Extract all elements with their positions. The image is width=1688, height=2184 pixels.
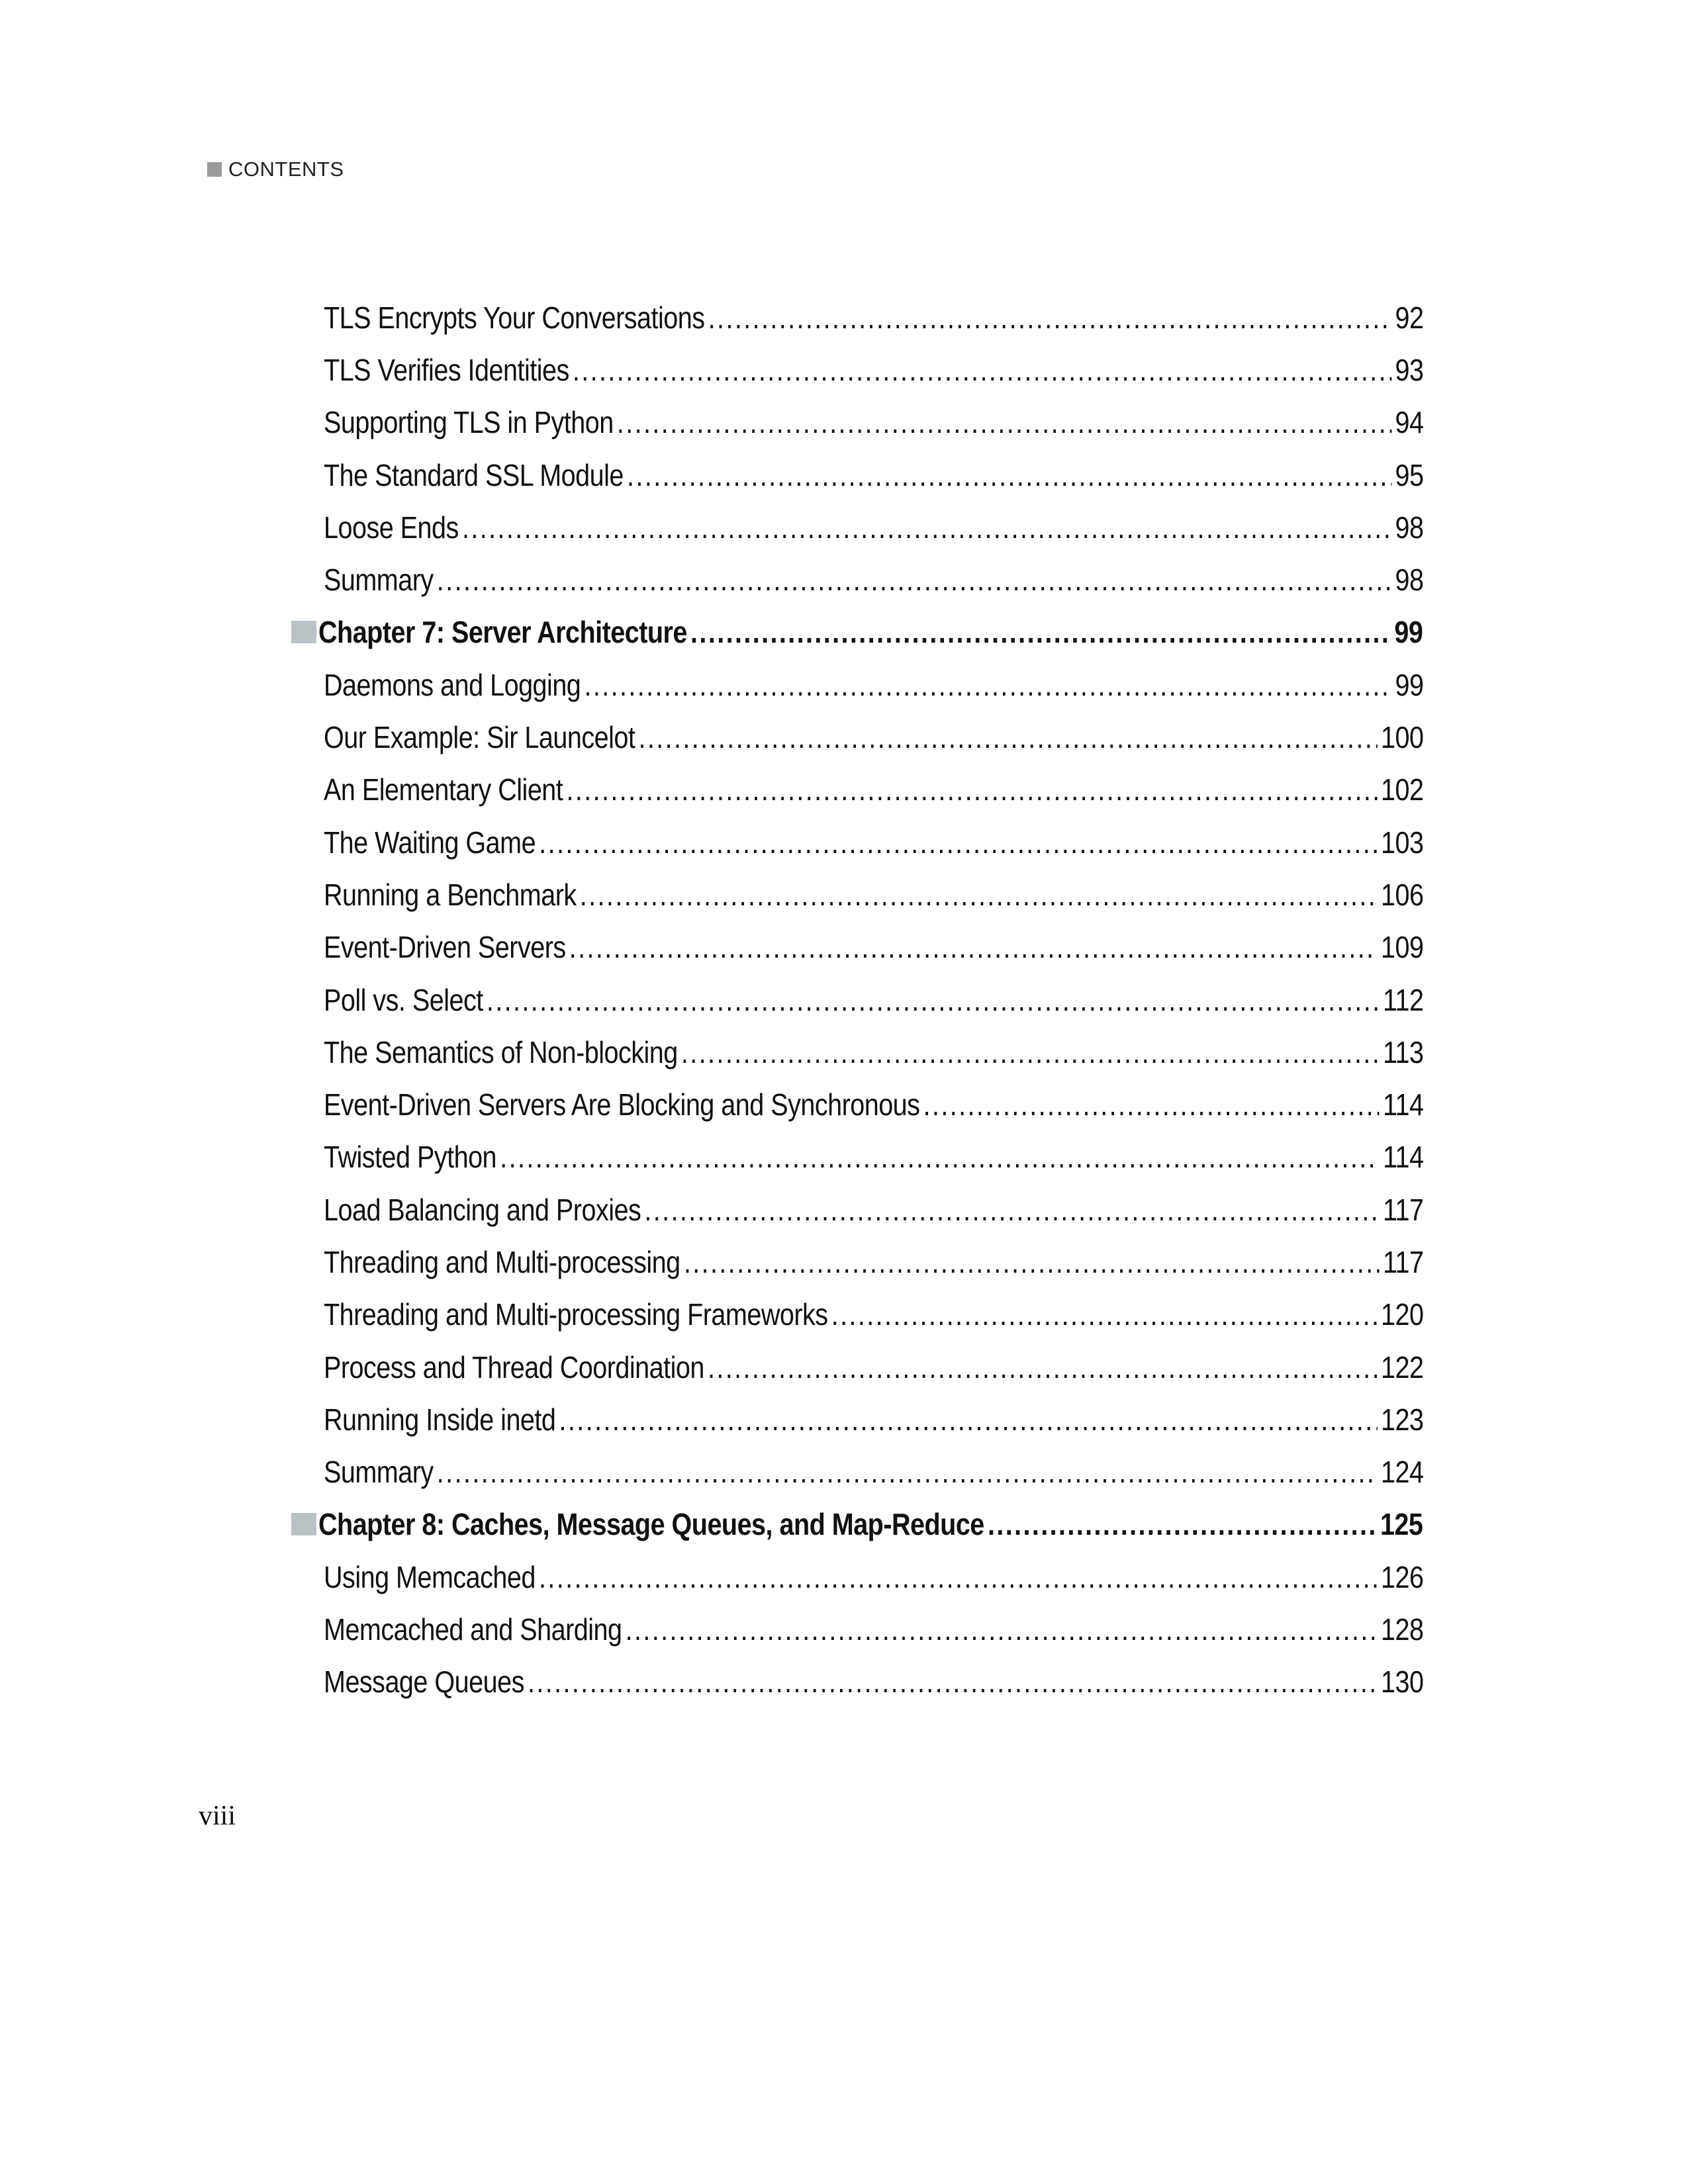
toc-entry-title: Summary xyxy=(324,563,434,598)
toc-row[interactable] xyxy=(0,659,1688,711)
dot-leader xyxy=(566,772,1377,807)
dot-leader xyxy=(559,1402,1378,1437)
toc-row[interactable] xyxy=(0,974,1688,1026)
toc-entry xyxy=(324,1612,1424,1647)
dot-leader xyxy=(539,1559,1378,1595)
toc-row[interactable] xyxy=(0,396,1688,449)
toc-row[interactable] xyxy=(0,1289,1688,1341)
toc-row[interactable] xyxy=(0,1603,1688,1655)
toc-entry-page: 120 xyxy=(1381,1297,1424,1332)
toc-entry xyxy=(324,877,1424,913)
toc-row[interactable] xyxy=(0,1078,1688,1130)
toc-entry xyxy=(324,404,1424,440)
toc-entry xyxy=(324,825,1424,860)
toc-entry-page: 99 xyxy=(1395,667,1424,702)
toc-row[interactable] xyxy=(0,291,1688,343)
toc-entry xyxy=(324,510,1424,545)
toc-entry xyxy=(324,457,1424,493)
toc-entry-page: 117 xyxy=(1382,1192,1424,1227)
toc-row[interactable] xyxy=(0,1551,1688,1603)
dot-leader xyxy=(627,457,1391,493)
toc-entry-title: Our Example: Sir Launcelot xyxy=(324,720,635,755)
toc-entry-title: Using Memcached xyxy=(324,1559,536,1594)
toc-entry-page: 94 xyxy=(1395,405,1424,440)
toc-row[interactable] xyxy=(0,1656,1688,1708)
toc-row[interactable] xyxy=(0,1026,1688,1078)
toc-entry-title: The Waiting Game xyxy=(324,825,536,860)
toc-row[interactable] xyxy=(0,553,1688,606)
toc-entry-title: Event-Driven Servers Are Blocking and Synchronous xyxy=(324,1087,920,1122)
dot-leader xyxy=(690,614,1391,650)
toc-entry-page: 113 xyxy=(1382,1034,1424,1069)
toc-entry xyxy=(324,300,1424,336)
dot-leader xyxy=(638,719,1377,755)
toc-entry-page: 130 xyxy=(1381,1664,1424,1700)
toc-entry xyxy=(324,1349,1424,1385)
dot-leader xyxy=(487,982,1380,1018)
chapter-marker-icon xyxy=(291,621,316,643)
dot-leader xyxy=(988,1506,1377,1542)
toc-entry xyxy=(324,1087,1424,1122)
toc-entry-page: 124 xyxy=(1381,1455,1424,1490)
dot-leader xyxy=(539,825,1378,860)
toc-entry-page: 100 xyxy=(1381,720,1424,755)
toc-entry-page: 98 xyxy=(1395,510,1424,545)
toc-entry xyxy=(318,1506,1423,1542)
toc-entry-title: Twisted Python xyxy=(324,1140,497,1175)
toc-row[interactable] xyxy=(0,868,1688,921)
toc-entry xyxy=(324,1034,1424,1070)
toc-entry-title: Message Queues xyxy=(324,1664,524,1700)
toc-entry xyxy=(324,352,1424,388)
toc-entry xyxy=(324,719,1424,755)
toc-entry-page: 125 xyxy=(1380,1507,1423,1542)
dot-leader xyxy=(708,1349,1378,1385)
dot-leader xyxy=(569,929,1378,965)
toc-entry-title: The Standard SSL Module xyxy=(324,457,624,492)
toc-entry xyxy=(324,562,1424,598)
toc-entry xyxy=(324,982,1424,1018)
toc-entry-page: 126 xyxy=(1381,1559,1424,1594)
dot-leader xyxy=(617,404,1391,440)
toc-entry-page: 93 xyxy=(1395,352,1424,387)
toc-entry-page: 99 xyxy=(1394,615,1423,650)
toc-row[interactable] xyxy=(0,1393,1688,1445)
toc-entry xyxy=(324,1402,1424,1437)
toc-entry-page: 92 xyxy=(1395,300,1424,335)
toc-entry-title: Running Inside inetd xyxy=(324,1402,556,1437)
toc-entry xyxy=(324,1559,1424,1595)
toc-entry-page: 128 xyxy=(1381,1612,1424,1647)
dot-leader xyxy=(708,300,1392,336)
toc-row[interactable] xyxy=(0,711,1688,763)
toc-entry-title: Loose Ends xyxy=(324,510,459,545)
toc-entry-title: Threading and Multi-processing xyxy=(324,1244,680,1279)
toc-entry xyxy=(324,1192,1424,1228)
toc-chapter-row[interactable] xyxy=(0,1498,1688,1551)
toc-row[interactable] xyxy=(0,1236,1688,1288)
toc-entry-title: Daemons and Logging xyxy=(324,667,581,702)
toc-entry-page: 103 xyxy=(1381,825,1424,860)
toc-entry xyxy=(324,1454,1424,1490)
toc-row[interactable] xyxy=(0,343,1688,396)
toc-entry-title: Event-Driven Servers xyxy=(324,930,566,965)
dot-leader xyxy=(573,352,1391,388)
dot-leader xyxy=(437,562,1392,598)
dot-leader xyxy=(684,1244,1380,1280)
toc-entry-title: TLS Encrypts Your Conversations xyxy=(324,300,705,335)
toc-entry xyxy=(324,1139,1424,1175)
toc-entry-title: Summary xyxy=(324,1455,434,1490)
toc-entry-page: 102 xyxy=(1381,772,1424,807)
toc-entry-title: The Semantics of Non-blocking xyxy=(324,1034,678,1069)
running-head xyxy=(207,158,344,181)
dot-leader xyxy=(681,1034,1380,1070)
toc-entry-title: Supporting TLS in Python xyxy=(324,405,614,440)
toc-entry xyxy=(318,614,1423,650)
toc-entry-page: 106 xyxy=(1381,877,1424,912)
dot-leader xyxy=(500,1139,1380,1175)
dot-leader xyxy=(644,1192,1379,1228)
toc-entry-title: Threading and Multi-processing Frameworks xyxy=(324,1297,828,1332)
toc-row[interactable] xyxy=(0,1131,1688,1183)
toc-entry-title: Memcached and Sharding xyxy=(324,1612,622,1647)
toc-entry-title: Chapter 8: Caches, Message Queues, and Map-Reduce xyxy=(318,1507,984,1542)
dot-leader xyxy=(580,877,1378,913)
toc-entry-page: 114 xyxy=(1382,1087,1424,1122)
toc-entry-page: 123 xyxy=(1381,1402,1424,1437)
toc-entry-title: Load Balancing and Proxies xyxy=(324,1192,641,1227)
toc-chapter-row[interactable] xyxy=(0,606,1688,659)
toc-entry-title: TLS Verifies Identities xyxy=(324,352,569,387)
dot-leader xyxy=(584,667,1391,703)
dot-leader xyxy=(923,1087,1380,1122)
toc-row[interactable] xyxy=(0,501,1688,553)
dot-leader xyxy=(462,510,1391,545)
toc-entry xyxy=(324,772,1424,807)
toc-row[interactable] xyxy=(0,764,1688,816)
toc-entry xyxy=(324,667,1424,703)
toc-row[interactable] xyxy=(0,1183,1688,1236)
page-number: viii xyxy=(199,1801,236,1831)
toc-row[interactable] xyxy=(0,1341,1688,1393)
toc-entry xyxy=(324,1664,1424,1700)
table-of-contents xyxy=(0,291,1688,1708)
toc-entry-page: 122 xyxy=(1381,1349,1424,1385)
toc-entry-title: Process and Thread Coordination xyxy=(324,1349,704,1385)
toc-entry-page: 114 xyxy=(1382,1140,1424,1175)
toc-row[interactable] xyxy=(0,816,1688,868)
running-head-label: CONTENTS xyxy=(228,158,344,181)
toc-entry xyxy=(324,1297,1424,1332)
toc-entry-page: 117 xyxy=(1382,1244,1424,1279)
toc-entry-page: 98 xyxy=(1395,563,1424,598)
toc-entry-title: Chapter 7: Server Architecture xyxy=(318,615,687,650)
toc-row[interactable] xyxy=(0,449,1688,501)
toc-entry-page: 112 xyxy=(1382,982,1424,1017)
dot-leader xyxy=(437,1454,1378,1490)
toc-entry-title: Running a Benchmark xyxy=(324,877,577,912)
toc-entry-page: 109 xyxy=(1381,930,1424,965)
toc-entry-page: 95 xyxy=(1395,457,1424,492)
toc-entry xyxy=(324,929,1424,965)
toc-entry-title: Poll vs. Select xyxy=(324,982,483,1017)
toc-entry xyxy=(324,1244,1424,1280)
section-square-icon xyxy=(207,162,222,177)
toc-entry-title: An Elementary Client xyxy=(324,772,563,807)
toc-row[interactable] xyxy=(0,921,1688,974)
chapter-marker-icon xyxy=(291,1513,316,1535)
dot-leader xyxy=(626,1612,1378,1647)
dot-leader xyxy=(528,1664,1378,1700)
toc-row[interactable] xyxy=(0,1446,1688,1498)
dot-leader xyxy=(831,1297,1378,1332)
